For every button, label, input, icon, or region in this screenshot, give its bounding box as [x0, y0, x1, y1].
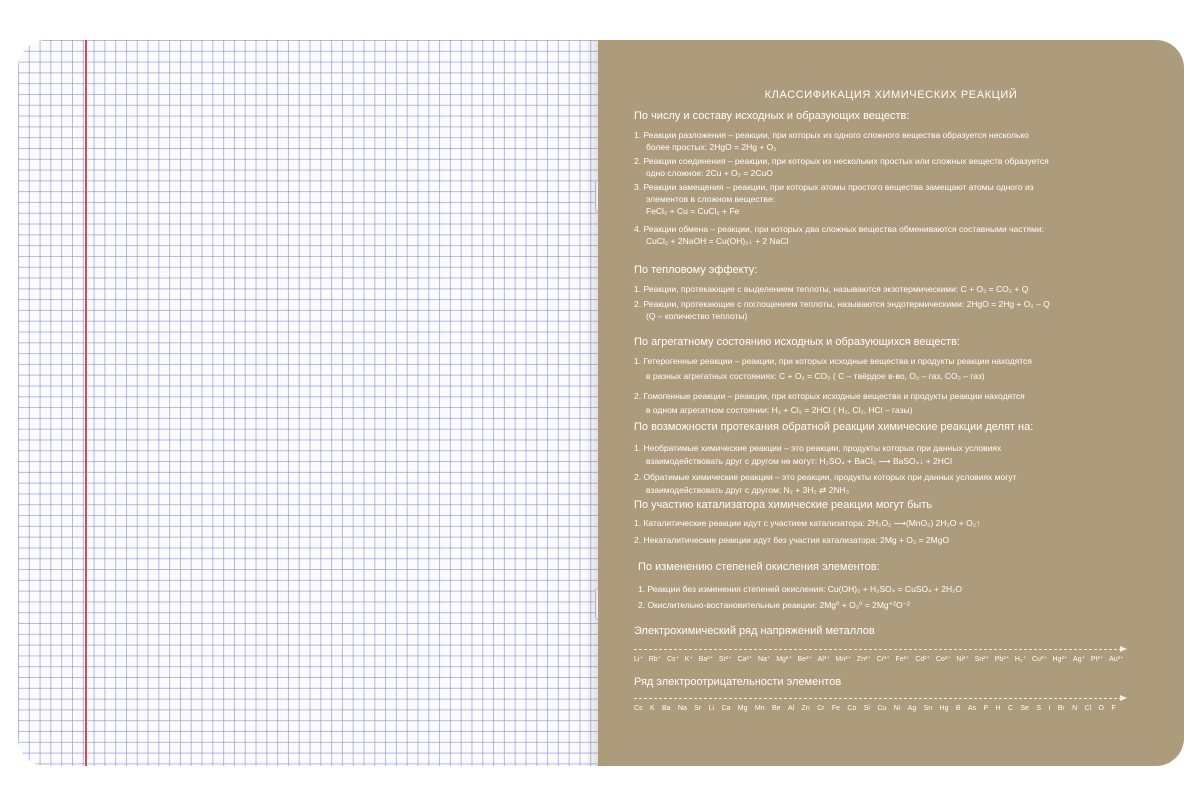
- series-item: Mg: [737, 705, 748, 712]
- text-line: 1. Необратимые химические реакции – это реакции, продукты которых при данных условиях: [634, 443, 1002, 453]
- text-line: 1. Реакции, протекающие с выделением теплоты, называются экзотермическими: C + O₂ = CO₂ + Q: [634, 284, 1029, 294]
- section-heading-oxidation: По изменению степеней окисления элементов:: [638, 561, 880, 573]
- series-item: Na⁺: [757, 656, 771, 663]
- series-item: C: [1007, 705, 1014, 712]
- series-item: B: [955, 705, 961, 712]
- section-heading-state: По агрегатному состоянию исходных и образующихся веществ:: [634, 336, 960, 348]
- series-item: Ni²⁺: [956, 656, 970, 663]
- series-item: Na: [677, 705, 687, 712]
- chemistry-reference-page: [598, 40, 1184, 766]
- series-item: Mn: [754, 705, 765, 712]
- text-line: более простых: 2HgO = 2Hg + O₂: [646, 142, 777, 152]
- series-item: F: [1111, 705, 1116, 712]
- series-item: Ni: [893, 705, 901, 712]
- series-item: Mn²⁺: [835, 656, 852, 663]
- series-item: Fe²⁺: [895, 656, 910, 663]
- text-line: 2. Реакции соединения – реакции, при которых из нескольких простых или сложных веществ образуется: [634, 156, 1049, 166]
- series-item: Ca: [721, 705, 731, 712]
- series-item: Fe: [831, 705, 841, 712]
- series-item: Sn: [923, 705, 933, 712]
- page-title: КЛАССИФИКАЦИЯ ХИМИЧЕСКИХ РЕАКЦИЙ: [764, 89, 1018, 101]
- series-item: Pb²⁺: [994, 656, 1010, 663]
- series-item: Be: [772, 705, 781, 712]
- text-line: 1. Реакции разложения – реакции, при которых из одного сложного вещества образуется несколько: [634, 130, 1029, 140]
- text-line: 2. Некаталитические реакции идут без участия катализатора: 2Mg + O₂ = 2MgO: [634, 535, 950, 545]
- text-line: 2. Обратимые химические реакции – это реакции, продукты которых при данных условиях могут: [634, 472, 1017, 482]
- series-item: O: [1098, 705, 1104, 712]
- series-item: Au³⁺: [1109, 656, 1124, 663]
- series-item: Al³⁺: [817, 656, 830, 663]
- text-line: взаимодействовать друг с другом: N₂ + 3H₂ ⇄ 2NH₃: [646, 485, 850, 495]
- text-line: 4. Реакции обмена – реакции, при которых два сложных вещества обмениваются составными частями:: [634, 224, 1044, 234]
- series-item: Zn: [801, 705, 810, 712]
- grid-paper-page: [18, 40, 598, 766]
- series-item: Co: [847, 705, 857, 712]
- section-heading-composition: По числу и составу исходных и образующих веществ:: [634, 110, 910, 122]
- series-item: Cu: [877, 705, 887, 712]
- electronegativity-series: [634, 704, 1116, 713]
- series-item: Cu²⁺: [1031, 656, 1047, 663]
- text-line: элементов в сложном веществе:: [646, 194, 776, 204]
- series-item: K: [649, 705, 655, 712]
- series-item: Cl: [1084, 705, 1092, 712]
- text-line: в одном агрегатном состоянии: H₂ + Cl₂ = 2HCl ( H₂, Cl₂, HCl – газы): [646, 405, 913, 415]
- series-item: Mg²⁺: [776, 656, 792, 663]
- section-heading-metal-series: Электрохимический ряд напряжений металлов: [634, 625, 875, 637]
- series-item: Cr: [817, 705, 825, 712]
- series-item: Si: [863, 705, 870, 712]
- section-heading-heat: По тепловому эффекту:: [634, 264, 758, 276]
- series-item: K⁺: [684, 656, 694, 663]
- text-line: взаимодействовать друг с другом не могут: H₂SO₄ + BaCl₂ ⟶ BaSO₄↓ + 2HCl: [646, 456, 952, 466]
- series-item: Ca²⁺: [737, 656, 753, 663]
- text-line: 1. Каталитические реакции идут с участием катализатора: 2H₂O₂ ⟶(MnO₂) 2H₂O + O₂↑: [634, 518, 981, 528]
- series-item: P: [983, 705, 989, 712]
- section-heading-electronegativity: Ряд электроотрицательности элементов: [634, 676, 842, 688]
- series-item: Ag⁺: [1073, 656, 1086, 663]
- text-line: FeCl₂ + Cu = CuCl₂ + Fe: [646, 206, 740, 216]
- text-line: 2. Гомогенные реакции – реакции, при которых исходные вещества и продукты реакции находятся: [634, 391, 1025, 401]
- text-line: 2. Реакции, протекающие с поглощением теплоты, называются эндотермическими: 2HgO = 2Hg + O₂ – Q: [634, 299, 1050, 309]
- series-item: Cs⁺: [666, 656, 680, 663]
- series-arrow-line: [634, 698, 1122, 699]
- series-item: H: [995, 705, 1001, 712]
- series-item: Pt²⁺: [1090, 656, 1104, 663]
- series-item: Hg: [939, 705, 949, 712]
- arrowhead-icon: [1120, 695, 1127, 701]
- series-item: Hg²⁺: [1052, 656, 1068, 663]
- series-item: Li: [708, 705, 715, 712]
- series-item: Zn²⁺: [856, 656, 871, 663]
- series-item: Se: [1020, 705, 1029, 712]
- series-item: Cd²⁺: [915, 656, 931, 663]
- series-item: Co²⁺: [935, 656, 951, 663]
- series-item: As: [967, 705, 977, 712]
- text-line: 1. Гетерогенные реакции – реакции, при которых исходные вещества и продукты реакции находятся: [634, 356, 1032, 366]
- series-item: H₂⁺: [1014, 656, 1027, 663]
- series-item: Rb⁺: [648, 656, 662, 663]
- text-line: 3. Реакции замещения – реакции, при которых атомы простого вещества замещают атомы одного из: [634, 182, 1034, 192]
- series-item: Sn²⁺: [974, 656, 990, 663]
- section-heading-catalyst: По участию катализатора химические реакции могут быть: [634, 499, 933, 511]
- series-item: Ba: [661, 705, 671, 712]
- arrowhead-icon: [1120, 646, 1127, 652]
- series-item: Be²⁺: [797, 656, 813, 663]
- series-item: Al: [787, 705, 795, 712]
- text-line: одно сложное: 2Cu + O₂ = 2CuO: [646, 168, 773, 178]
- series-item: Sr: [694, 705, 702, 712]
- metal-series: [634, 655, 1124, 664]
- series-item: Ba²⁺: [698, 656, 714, 663]
- series-item: Li⁺: [634, 656, 644, 663]
- series-arrow-line: [634, 649, 1122, 650]
- section-heading-reversibility: По возможности протекания обратной реакции химические реакции делят на:: [634, 421, 1034, 433]
- series-item: S: [1036, 705, 1041, 712]
- series-item: Br: [1057, 705, 1065, 712]
- series-item: Ag: [907, 705, 917, 712]
- text-line: 2. Окислительно-востановительные реакции: 2Mg⁰ + O₂⁰ = 2Mg⁺²O⁻²: [638, 600, 910, 610]
- text-line: 1. Реакции без изменения степеней окисления: Cu(OH)₂ + H₂SO₄ = CuSO₄ + 2H₂O: [638, 584, 963, 594]
- margin-line: [85, 40, 87, 766]
- series-item: Cs: [634, 705, 643, 712]
- series-item: Sr²⁺: [718, 656, 732, 663]
- text-line: (Q – количество теплоты): [646, 311, 748, 321]
- text-line: в разных агрегатных состояниях: C + O₂ = CO₂ ( C – твёрдое в-во, O₂ – газ, CO₂ – газ): [646, 371, 985, 381]
- text-line: CuCl₂ + 2NaOH = Cu(OH)₂↓ + 2 NaCl: [646, 236, 789, 246]
- series-item: I: [1048, 705, 1051, 712]
- series-item: N: [1072, 705, 1078, 712]
- notebook-spread: [18, 40, 1184, 766]
- series-item: Cr³⁺: [876, 656, 890, 663]
